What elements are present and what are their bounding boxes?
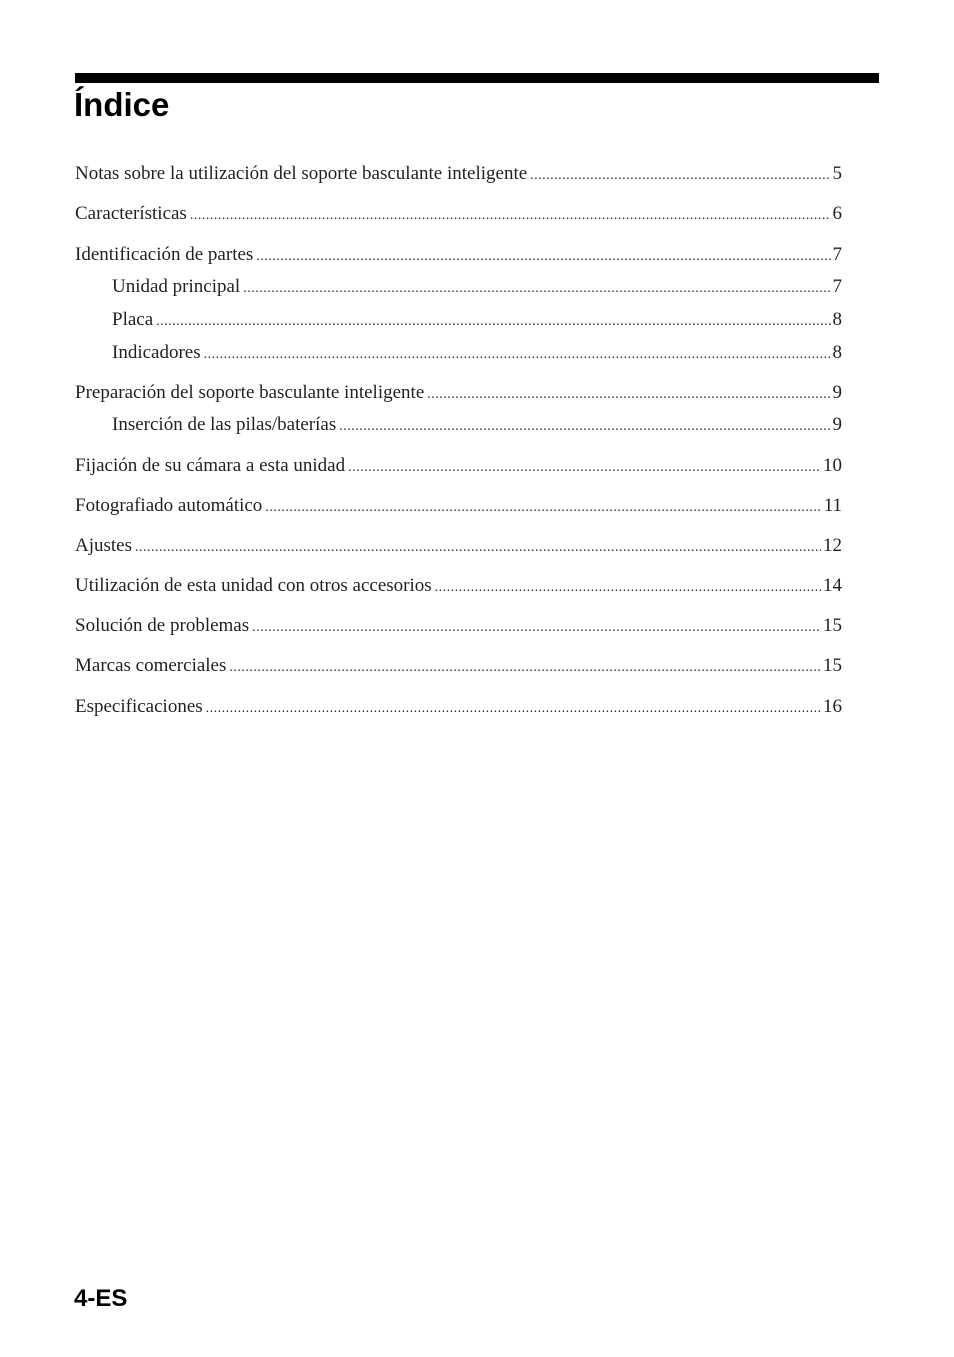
toc-leader xyxy=(206,697,821,721)
toc-entry-page: 7 xyxy=(832,276,842,297)
toc-entry-page: 15 xyxy=(823,655,842,676)
toc-entry[interactable] xyxy=(75,381,842,405)
toc-subentry[interactable] xyxy=(112,308,842,332)
toc-leader xyxy=(348,456,821,480)
toc-entry-label: Ajustes xyxy=(75,535,132,556)
page-title: Índice xyxy=(74,86,170,123)
toc-entry-page: 9 xyxy=(832,414,842,435)
toc-entry-page: 7 xyxy=(832,244,842,265)
toc-entry[interactable] xyxy=(75,574,842,598)
toc-entry-page: 5 xyxy=(832,163,842,184)
toc-entry-label: Indicadores xyxy=(112,342,201,363)
toc-entry[interactable] xyxy=(75,494,842,518)
toc-leader xyxy=(265,496,821,520)
toc-entry-label: Especificaciones xyxy=(75,696,203,717)
toc-entry-label: Preparación del soporte basculante inteligente xyxy=(75,382,425,403)
toc-entry-label: Identificación de partes xyxy=(75,244,254,265)
toc-entry-label: Marcas comerciales xyxy=(75,655,227,676)
toc-subentry[interactable] xyxy=(112,413,842,437)
toc-entry[interactable] xyxy=(75,614,842,638)
toc-entry[interactable] xyxy=(75,162,842,186)
toc-subentry[interactable] xyxy=(112,341,842,365)
toc-entry-page: 6 xyxy=(832,203,842,224)
toc-leader xyxy=(339,415,830,439)
toc-leader xyxy=(530,164,830,188)
toc-entry-page: 16 xyxy=(823,696,842,717)
toc-entry-page: 10 xyxy=(823,455,842,476)
toc-leader xyxy=(156,310,830,334)
toc-leader xyxy=(135,536,821,560)
toc-entry-label: Fotografiado automático xyxy=(75,495,263,516)
toc-entry-label: Utilización de esta unidad con otros accesorios xyxy=(75,575,432,596)
toc-entry-page: 9 xyxy=(832,382,842,403)
toc-entry-page: 8 xyxy=(832,342,842,363)
toc-leader xyxy=(252,616,821,640)
page-number: 4-ES xyxy=(74,1285,128,1312)
toc-entry[interactable] xyxy=(75,243,842,267)
toc-leader xyxy=(229,656,821,680)
toc-entry[interactable] xyxy=(75,202,842,226)
toc-leader xyxy=(435,576,821,600)
toc-entry-label: Notas sobre la utilización del soporte basculante inteligente xyxy=(75,163,528,184)
toc-entry-page: 12 xyxy=(823,535,842,556)
toc-entry[interactable] xyxy=(75,695,842,719)
toc-entry-label: Solución de problemas xyxy=(75,615,250,636)
toc-leader xyxy=(243,277,830,301)
toc-entry-page: 8 xyxy=(832,309,842,330)
toc-entry-label: Inserción de las pilas/baterías xyxy=(112,414,337,435)
toc-leader xyxy=(204,343,831,367)
toc-entry[interactable] xyxy=(75,454,842,478)
toc-entry-page: 14 xyxy=(823,575,842,596)
toc-entry-page: 11 xyxy=(823,495,842,516)
toc-entry-label: Placa xyxy=(112,309,154,330)
toc-entry[interactable] xyxy=(75,654,842,678)
title-rule xyxy=(75,73,879,83)
toc-leader xyxy=(190,204,831,228)
toc-entry[interactable] xyxy=(75,534,842,558)
toc-entry-label: Fijación de su cámara a esta unidad xyxy=(75,455,346,476)
toc-leader xyxy=(427,383,830,407)
toc-entry-label: Características xyxy=(75,203,187,224)
toc-entry-page: 15 xyxy=(823,615,842,636)
toc-entry-label: Unidad principal xyxy=(112,276,241,297)
toc-leader xyxy=(256,245,830,269)
toc-subentry[interactable] xyxy=(112,275,842,299)
